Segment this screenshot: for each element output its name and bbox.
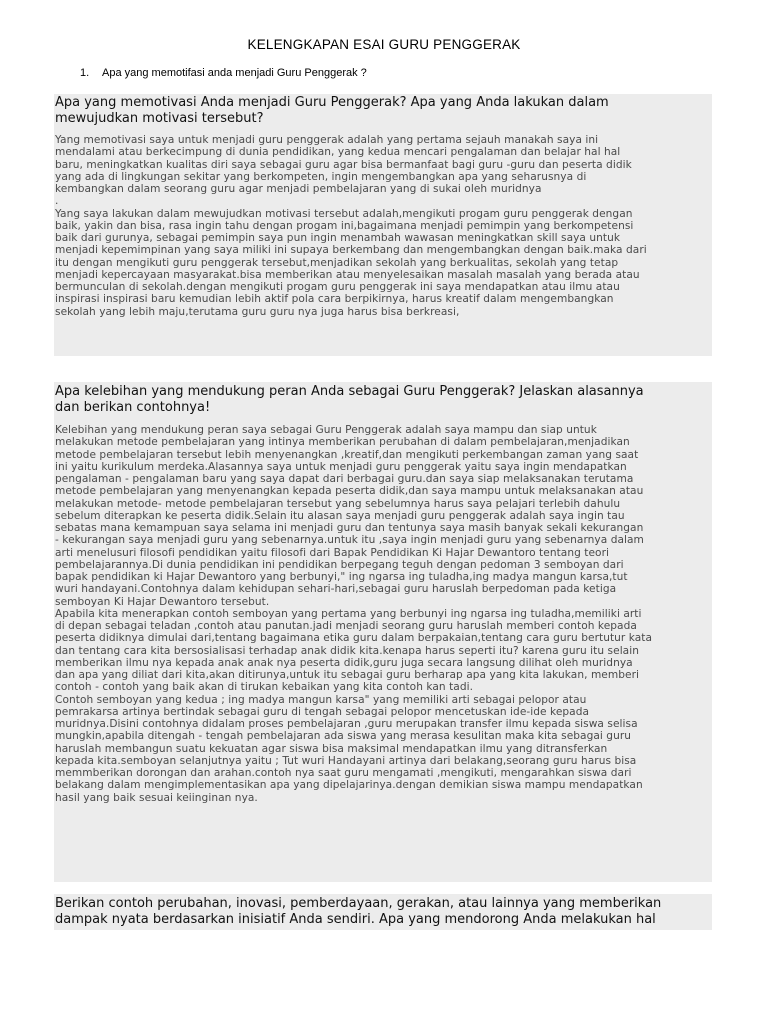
answer-line: Contoh semboyan yang kedua ; ing madya mangun karsa" yang memiliki arti sebagai pelopor atau — [55, 693, 587, 706]
prompt-line: Berikan contoh perubahan, inovasi, pemberdayaan, gerakan, atau lainnya yang memberikan — [55, 896, 662, 911]
section-prompt — [54, 382, 712, 416]
answer-line: wuri handayani.Contohnya dalam kehidupan sehari-hari,sebagai guru haruslah berpedoman pada ketiga — [55, 583, 617, 596]
answer-line: metode pembelajaran yang menyenangkan kepada peserta didik,dan saya mampu untuk melaksanakan atau — [55, 485, 644, 498]
answer-line: baik dari gurunya, sebagai pemimpin saya pun ingin menambah wawasan meningkatkan skill saya untuk — [55, 232, 621, 244]
answer-line: bermunculan di sekolah.dengan mengikuti progam guru penggerak ini saya mendapatkan atau ilmu atau — [55, 281, 620, 293]
answer-line: haruslah membangun suatu kekuatan agar siswa bisa maksimal mendapatkan ilmu yang ditransferkan — [55, 742, 608, 755]
answer-line: mungkin,apabila ditengah - tengah pembelajaran ada siswa yang merasa kesulitan maka kita sebagai guru — [55, 730, 632, 743]
answer-line: baru, meningkatkan kualitas diri saya sebagai guru agar bisa bermanfaat bagi guru -guru dan peserta didik — [55, 158, 632, 171]
answer-line: contoh - contoh yang baik akan di tirukan kebaikan yang kita contoh kan tadi. — [55, 681, 474, 694]
answer-line: memberikan ilmu nya kepada anak anak nya peserta didik,guru juga secara langsung dilihat oleh muridnya — [55, 656, 633, 669]
answer-line: semboyan Ki Hajar Dewantoro tersebut. — [55, 595, 270, 608]
answer-line: sekolah yang lebih maju,terutama guru guru nya juga harus bisa berkreasi, — [55, 305, 460, 318]
answer-line: pemrakarsa artinya bertindak sebagai guru di tengah sebagai pelopor mencetuskan ide-ide kepada — [55, 705, 590, 718]
answer-line: memmberikan dorongan dan arahan.contoh nya saat guru mengamati ,mengikuti, mengarahkan siswa dari — [55, 767, 632, 779]
answer-line: metode pembelajaran tersebut lebih menyenangkan ,kreatif,dan mengikuti perkembangan zaman yang saat — [55, 448, 639, 461]
answer-line: Yang memotivasi saya untuk menjadi guru penggerak adalah yang pertama sejauh manakah saya ini — [55, 134, 599, 146]
answer-line: belakang dalam mengimplementasikan apa yang dipelajarinya.dengan demikian siswa mampu mendapatkan — [55, 779, 643, 792]
question-1 — [80, 67, 367, 79]
answer-line: pengalaman - pengalaman baru yang saya dapat dari berbagai guru.dan saya siap melaksanakan terutama — [55, 473, 634, 485]
prompt-line: dampak nyata berdasarkan inisiatif Anda sendiri. Apa yang mendorong Anda melakukan hal — [55, 912, 656, 927]
answer-line: Kelebihan yang mendukung peran saya sebagai Guru Penggerak adalah saya mampu dan siap untuk — [55, 424, 597, 436]
answer-line: melakukan metode- metode pembelajaran tersebut yang sebelumnya harus saya pelajari terlebih dahulu — [55, 497, 621, 510]
answer-line: kembangkan dalam seorang guru agar menjadi pembelajaran yang di sukai oleh muridnya — [55, 183, 542, 195]
answer-line: sebatas mana kemampuan saya selama ini menjadi guru dan tentunya saya masih banyak sekali kekurangan — [55, 522, 644, 534]
answer-line: pembelajarannya.Di dunia pendidikan ini pendidikan berpegang teguh dengan pedoman 3 semboyan dari — [55, 558, 624, 571]
answer-line: yang ada di lingkungan sekitar yang berkompeten, ingin mengembangkan apa yang seharusnya di — [55, 170, 587, 183]
section-answer — [54, 424, 712, 804]
question-text: Apa yang memotifasi anda menjadi Guru Penggerak ? — [102, 67, 367, 79]
question-number: 1. — [80, 67, 90, 79]
answer-line: - kekurangan saya menjadi guru yang sebenarnya.untuk itu ,saya ingin menjadi guru yang sebenarnya dalam — [55, 534, 644, 547]
answer-line: ini yaitu kurikulum merdeka.Alasannya saya untuk menjadi guru penggerak yaitu saya ingin mendapatkan — [55, 460, 627, 473]
answer-line: inspirasi inspirasi baru kemudian lebih aktif pola cara berpikirnya, harus kreatif dalam mengembangkan — [55, 293, 614, 306]
essay-section-impact — [54, 894, 712, 930]
answer-line: Yang saya lakukan dalam mewujudkan motivasi tersebut adalah,mengikuti progam guru penggerak dengan — [55, 207, 633, 220]
document-title: KELENGKAPAN ESAI GURU PENGGERAK — [247, 37, 521, 52]
answer-line: mendalami atau berkecimpung di dunia pendidikan, yang kedua mencari pengalaman dan belajar hal hal — [55, 146, 621, 159]
answer-line: muridnya.Disini contohnya didalam proses pembelajaran ,guru merupakan transfer ilmu kepada siswa selisa — [55, 718, 638, 730]
prompt-line: dan berikan contohnya! — [55, 400, 211, 415]
answer-line: peserta didiknya dimulai dari,tentang bagaimana etika guru dalam berpakaian,tentang cara guru bertutur kata — [55, 632, 653, 645]
prompt-line: Apa kelebihan yang mendukung peran Anda sebagai Guru Penggerak? Jelaskan alasannya — [55, 384, 644, 399]
section-answer — [54, 134, 712, 318]
answer-line: dan tentang cara kita bersosialisasi terhadap anak didik kita.kenapa harus seperti itu? karena guru itu selain — [55, 644, 639, 657]
section-prompt — [54, 894, 712, 928]
answer-line: dan apa yang diliat dari kita,akan ditirunya,untuk itu sebagai guru berharap apa yang kita lakukan, memberi — [55, 669, 639, 681]
answer-line: Apabila kita menerapkan contoh semboyan yang pertama yang berbunyi ing ngarsa ing tuladha,memiliki arti — [55, 607, 642, 620]
answer-line: hasil yang baik sesuai keiinginan nya. — [55, 791, 258, 804]
answer-line: kepada kita.semboyan selanjutnya yaitu ; Tut wuri Handayani artinya dari belakang,seorang guru harus bisa — [55, 754, 637, 767]
answer-line: bapak pendidikan ki Hajar Dewantoro yang berbunyi," ing ngarsa ing tuladha,ing madya mangun karsa,tut — [55, 571, 628, 583]
answer-line: sebelum diterapkan ke peserta didik.Selain itu alasan saya menjadi guru penggerak adalah saya ingin tau — [55, 509, 625, 522]
answer-line: di depan sebagai teladan ,contoh atau panutan.jadi menjadi seorang guru haruslah memberi contoh kepada — [55, 620, 637, 632]
answer-line: melakukan metode pembelajaran yang intinya memberikan perubahan di dalam pembelajaran,menjadikan — [55, 436, 630, 449]
prompt-line: Apa yang memotivasi Anda menjadi Guru Penggerak? Apa yang Anda lakukan dalam — [55, 95, 609, 110]
essay-section-motivation — [54, 94, 712, 356]
answer-line: baik, yakin dan bisa, rasa ingin tahu dengan progam ini,bagaimana menjadi pemimpin yang berkompetensi — [55, 219, 634, 232]
answer-line: arti menelusuri filosofi pendidikan yaitu filosofi dari Bapak Pendidikan Ki Hajar Dewantoro tentang teori — [55, 546, 609, 559]
answer-line: menjadi kepercayaan masyarakat.bisa memberikan atau menyelesaikan masalah masalah yang berada atau — [55, 268, 640, 281]
section-prompt — [54, 94, 712, 127]
prompt-line: mewujudkan motivasi tersebut? — [55, 111, 264, 126]
answer-line: menjadi kepemimpinan yang saya miliki ini supaya berkembang dan mengembangkan dengan baik.maka dari — [55, 244, 647, 257]
essay-section-strengths — [54, 382, 712, 882]
answer-line: itu dengan mengikuti guru penggerak tersebut,menjadikan sekolah yang berkualitas, sekolah yang tetap — [55, 256, 619, 269]
answer-line: . — [55, 195, 59, 208]
